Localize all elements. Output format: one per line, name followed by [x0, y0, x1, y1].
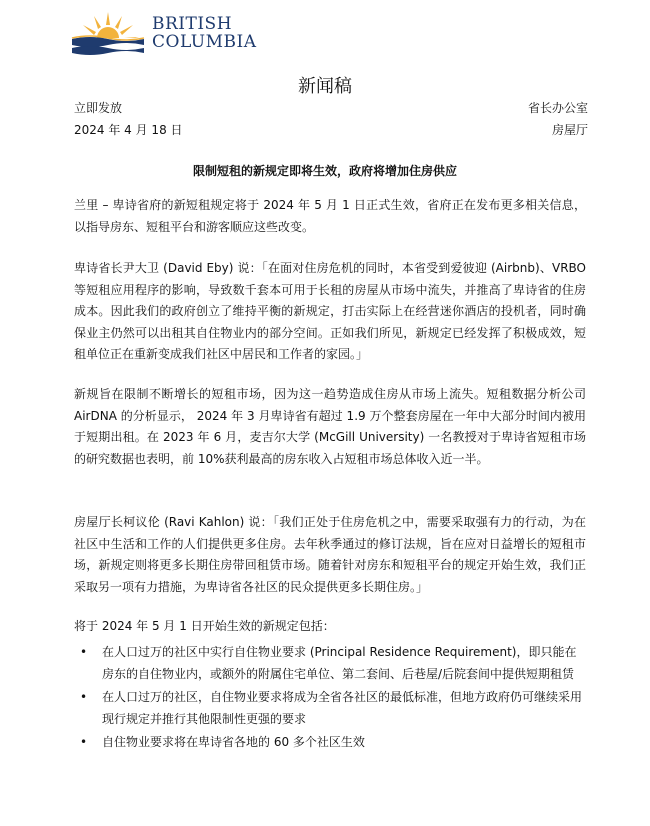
paragraph-premier-quote: 卑诗省长尹大卫 (David Eby) 说：「在面对住房危机的同时，本省受到爱彼迎 (Airbnb)、VRBO 等短租应用程序的影响，导致数千套本可用于长租的房屋从市场中流失，并推高了卑诗省的住房成本。因此我们的政府创立了维持平衡的新规定，打击实际上在经营迷你酒店的投机者，同时确保业主仍然可以出租其自住物业内的部分空间。正如我们所见，新规定已经发挥了积极成效，短租单位正在重新变成我们社区中居民和工作者的家园。」 — [74, 261, 586, 361]
bullet-icon: • — [80, 690, 88, 704]
sun-logo-icon — [70, 8, 146, 58]
release-date: 2024 年 4 月 18 日 — [74, 123, 183, 137]
list-item-text: 自住物业要求将在卑诗省各地的 60 多个社区生效 — [102, 735, 365, 749]
release-status: 立即发放 — [74, 101, 123, 115]
list-item-text: 在人口过万的社区，自住物业要求将成为全省各社区的最低标准，但地方政府仍可继续采用现行规定并推行其他限制性更强的要求 — [102, 690, 583, 726]
list-item — [74, 732, 586, 754]
logo-text-line2: COLUMBIA — [152, 32, 257, 52]
paragraph-rules-intro: 将于 2024 年 5 月 1 日开始生效的新规定包括： — [74, 619, 335, 633]
issuing-ministry: 房屋厅 — [551, 123, 588, 137]
rules-list — [74, 642, 586, 756]
bc-logo — [70, 8, 257, 60]
issuing-office: 省长办公室 — [527, 101, 588, 115]
list-item-text: 在人口过万的社区中实行自住物业要求 (Principal Residence Requirement)，即只能在房东的自住物业内，或额外的附属住宅单位、第二套间、后巷屋/后院套间中提供短期租赁 — [102, 645, 577, 681]
headline: 限制短租的新规定即将生效，政府将增加住房供应 — [192, 164, 457, 178]
document-title: 新闻稿 — [298, 76, 352, 97]
bullet-icon: • — [80, 645, 88, 659]
bullet-icon: • — [80, 735, 88, 749]
logo-text-line1: BRITISH — [152, 14, 233, 34]
paragraph-market-data: 新规旨在限制不断增长的短租市场，因为这一趋势造成住房从市场上流失。短租数据分析公司 AirDNA 的分析显示， 2024 年 3 月卑诗省有超过 1.9 万个整套房屋在一年中大部分时间内被用于短期出租。在 2023 年 6 月，麦吉尔大学 (McGill University) 一名教授对于卑诗省短租市场的研究数据也表明，前 10%获利最高的房东收入占短租市场总体收入近一半。 — [74, 387, 586, 466]
list-item — [74, 687, 586, 730]
paragraph-intro: 兰里 – 卑诗省府的新短租规定将于 2024 年 5 月 1 日正式生效，省府正在发布更多相关信息，以指导房东、短租平台和游客顺应这些改变。 — [74, 198, 586, 234]
list-item — [74, 642, 586, 685]
paragraph-minister-quote: 房屋厅长柯议伦 (Ravi Kahlon) 说：「我们正处于住房危机之中，需要采取强有力的行动，为在社区中生活和工作的人们提供更多住房。去年秋季通过的修订法规，旨在应对日益增长的短租市场，新规定则将更多长期住房带回租赁市场。随着针对房东和短租平台的规定开始生效，我们正采取另一项有力措施，为卑诗省各社区的民众提供更多长期住房。」 — [74, 515, 586, 594]
